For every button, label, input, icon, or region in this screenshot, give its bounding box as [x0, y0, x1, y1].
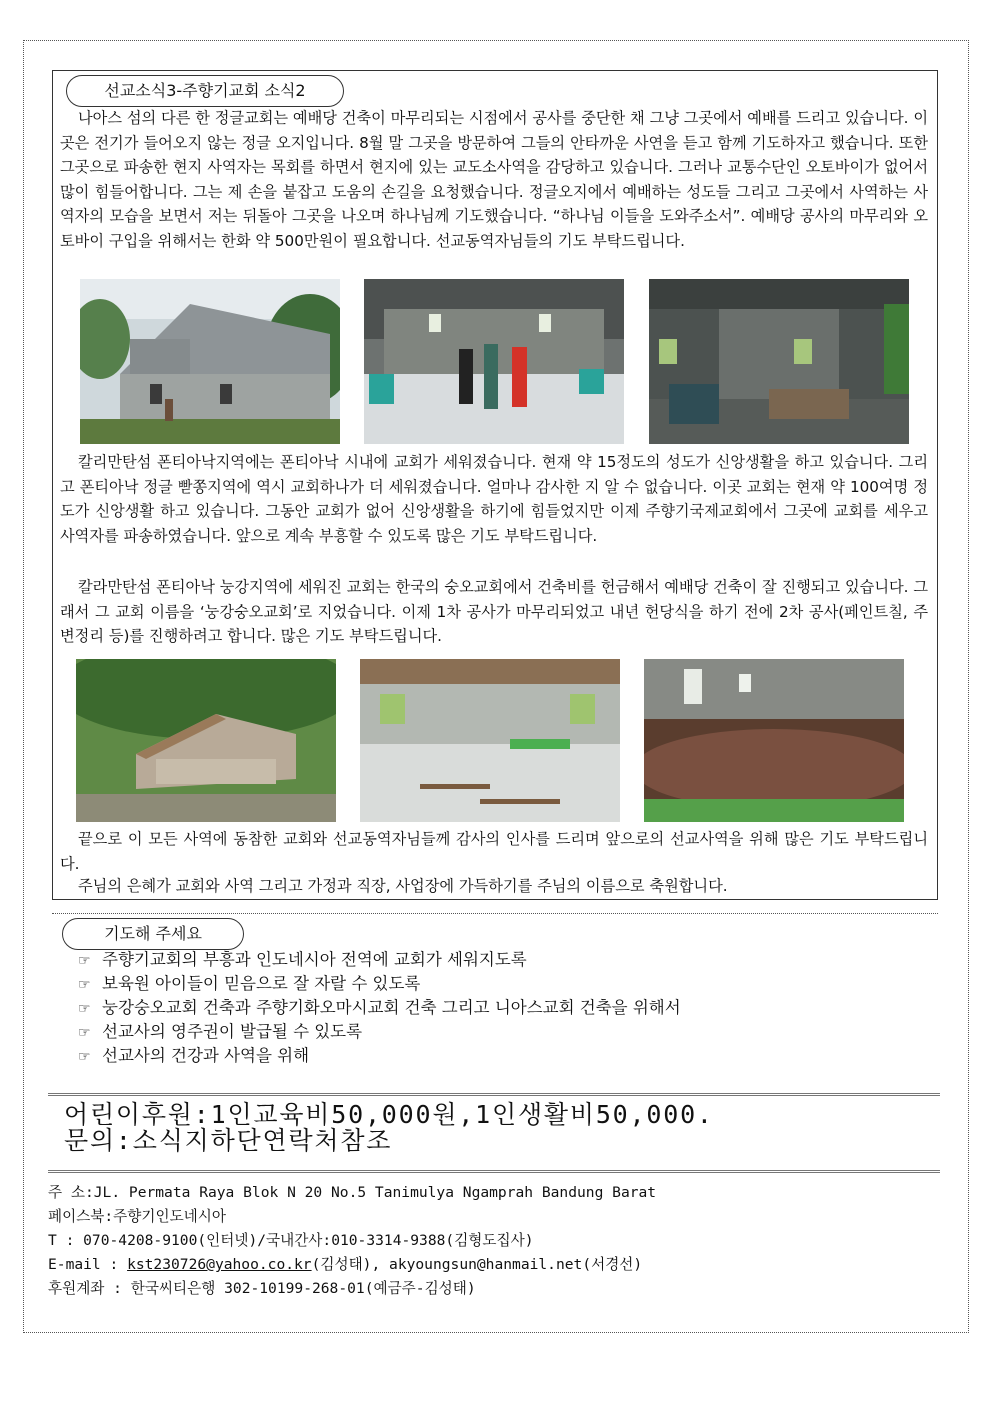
support-line-1: 어린이후원:1인교육비50,000원,1인생활비50,000.: [64, 1100, 714, 1129]
support-line-2: 문의:소식지하단연락처참조: [64, 1126, 393, 1155]
prayer-item: [78, 1044, 681, 1068]
prayer-item-text: 눙강숭오교회 건축과 주향기화오마시교회 건축 그리고 니아스교회 건축을 위해서: [102, 998, 681, 1017]
contact-phone: T : 070-4208-9100(인터넷)/국내간사:010-3314-9388(김형도집사): [48, 1232, 534, 1249]
news-paragraph-2-text: 칼리만탄섬 폰티아낙지역에는 폰티아낙 시내에 교회가 세워졌습니다. 현재 약 15정도의 성도가 신앙생활을 하고 있습니다. 그리고 폰티아낙 정글 빧쫑지역에 역시 교회하나가 더 세워졌습니다. 얼마나 감사한 지 알 수 없습니다. 이곳 교회는 현재 약 100여명 정도가 신앙생활 하고 있습니다. 그동안 교회가 없어 신앙생활을 하기에 힘들었지만 이제 주향기국제교회에서 그곳에 교회를 세우고 사역자를 파송하였습니다. 앞으로 계속 부흥할 수 있도록 많은 기도 부탁드립니다.: [60, 453, 928, 545]
news-paragraph-5: [60, 874, 928, 899]
news-paragraph-2: [60, 450, 928, 548]
news-paragraph-1: [60, 106, 928, 253]
photo-children-worship: [644, 659, 904, 822]
news-paragraph-1-text: 나아스 섬의 다른 한 정글교회는 예배당 건축이 마무리되는 시점에서 공사를 중단한 채 그냥 그곳에서 예배를 드리고 있습니다. 이 곳은 전기가 들어오지 않는 정글 오지입니다. 8월 말 그곳을 방문하여 그들의 안타까운 사연을 듣고 함께 기도하자고 했습니다. 또한 그곳으로 파송한 현지 사역자는 목회를 하면서 현지에 있는 교도소사역을 감당하고 있습니다. 그러나 교통수단인 오토바이가 없어서 많이 힘들어합니다. 그는 제 손을 붙잡고 도움의 손길을 요청했습니다. 정글오지에서 예배하는 성도들 그리고 그곳에서 사역하는 사역자의 모습을 보면서 저는 뒤돌아 그곳을 나오며 하나님께 기도했습니다. “하나님 이들을 도와주소서”. 예배당 공사의 마무리와 오토바이 구입을 위해서는 한화 약 500만원이 필요합니다. 선교동역자님들의 기도 부탁드립니다.: [60, 109, 928, 250]
news-paragraph-4: [60, 827, 928, 876]
prayer-title-badge: [62, 918, 244, 950]
prayer-item: [78, 948, 681, 972]
pointing-hand-icon: ☞: [78, 953, 91, 969]
news-paragraph-3-text: 칼라만탄섬 폰티아낙 눙강지역에 세워진 교회는 한국의 숭오교회에서 건축비를 헌금해서 예배당 건축이 잘 진행되고 있습니다. 그래서 그 교회 이름을 ‘눙강숭오교회’로 지었습니다. 이제 1차 공사가 마무리되었고 내년 헌당식을 하기 전에 2차 공사(페인트칠, 주변정리 등)를 진행하려고 합니다. 많은 기도 부탁드립니다.: [60, 578, 928, 645]
contact-address: 주 소:JL. Permata Raya Blok N 20 No.5 Tanimulya Ngamprah Bandung Barat: [48, 1184, 657, 1201]
pointing-hand-icon: ☞: [78, 1025, 91, 1041]
pointing-hand-icon: ☞: [78, 1001, 91, 1017]
email-label: E-mail :: [48, 1256, 128, 1273]
prayer-item-text: 선교사의 건강과 사역을 위해: [102, 1046, 310, 1065]
pointing-hand-icon: ☞: [78, 1049, 91, 1065]
photo-church-construction-interior: [360, 659, 620, 822]
news-paragraph-4-text: 끝으로 이 모든 사역에 동참한 교회와 선교동역자님들께 감사의 인사를 드리며 앞으로의 선교사역을 위해 많은 기도 부탁드립니다.: [60, 830, 928, 873]
support-bottom-rule: [48, 1170, 940, 1173]
contact-facebook: 페이스북:주향기인도네시아: [48, 1208, 226, 1225]
contact-email: [48, 1255, 642, 1275]
email-link[interactable]: kst230726@yahoo.co.kr: [127, 1256, 312, 1273]
prayer-item-text: 보육원 아이들이 믿음으로 잘 자랄 수 있도록: [102, 974, 421, 993]
section-title-badge: [66, 75, 344, 107]
prayer-list: [78, 948, 681, 1068]
prayer-item-text: 주향기교회의 부흥과 인도네시아 전역에 교회가 세워지도록: [102, 950, 527, 969]
photo-church-interior-with-people: [364, 279, 624, 444]
contact-account: 후원계좌 : 한국씨티은행 302-10199-268-01(예금주-김성태): [48, 1280, 476, 1297]
photo-jungle-church-exterior: [80, 279, 340, 444]
support-top-rule: [48, 1093, 940, 1096]
prayer-item: [78, 996, 681, 1020]
prayer-item: [78, 1020, 681, 1044]
prayer-item: [78, 972, 681, 996]
prayer-item-text: 선교사의 영주권이 발급될 수 있도록: [102, 1022, 363, 1041]
prayer-title: 기도해 주세요: [104, 924, 202, 943]
photo-church-construction-exterior: [76, 659, 336, 822]
section-divider: [52, 913, 938, 914]
news-paragraph-3: [60, 575, 928, 649]
section-title: 선교소식3-주향기교회 소식2: [104, 81, 306, 100]
email-rest: (김성태), akyoungsun@hanmail.net(서경선): [311, 1256, 643, 1273]
news-paragraph-5-text: 주님의 은혜가 교회와 사역 그리고 가정과 직장, 사업장에 가득하기를 주님의 이름으로 축원합니다.: [78, 877, 728, 895]
photo-church-interior-chairs: [649, 279, 909, 444]
pointing-hand-icon: ☞: [78, 977, 91, 993]
